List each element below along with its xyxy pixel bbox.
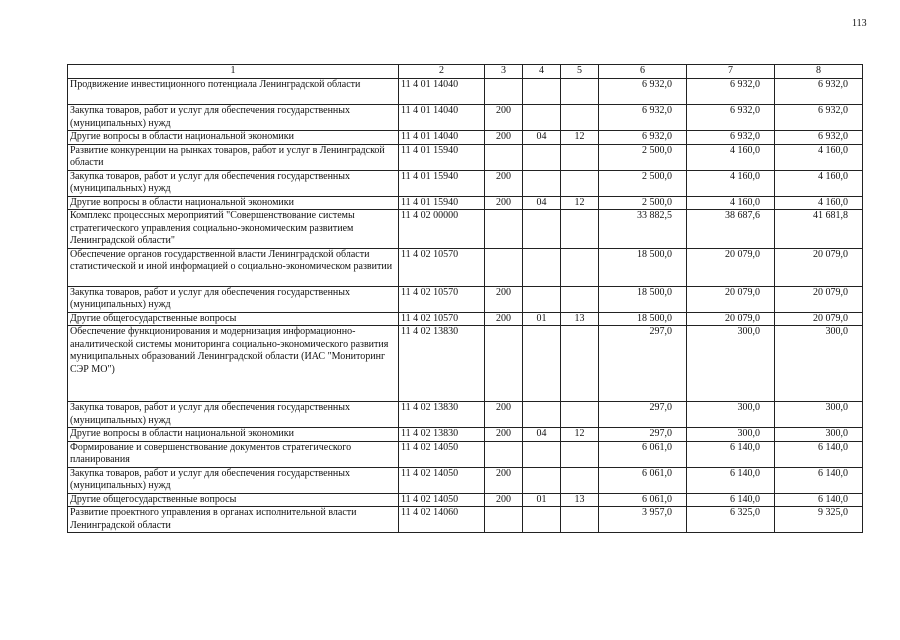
row-code-cell: 11 4 02 10570 (399, 248, 485, 286)
row-code-cell: 11 4 01 14040 (399, 105, 485, 131)
row-expense-type-cell (485, 326, 523, 402)
row-code-cell: 11 4 01 14040 (399, 131, 485, 145)
row-section-cell (523, 210, 561, 249)
row-amount-3-cell: 6 140,0 (775, 493, 863, 507)
row-amount-1-cell: 6 932,0 (599, 131, 687, 145)
row-amount-3-cell: 9 325,0 (775, 507, 863, 533)
table-row (68, 144, 863, 170)
row-amount-1-cell: 6 061,0 (599, 441, 687, 467)
row-code-cell: 11 4 02 13830 (399, 326, 485, 402)
row-subsection-cell: 12 (561, 428, 599, 442)
row-amount-2-cell: 6 932,0 (687, 131, 775, 145)
table-row (68, 428, 863, 442)
table-row (68, 248, 863, 286)
table-row (68, 79, 863, 105)
table-row (68, 441, 863, 467)
row-name-cell: Закупка товаров, работ и услуг для обеспечения государственных (муниципальных) нужд (68, 402, 399, 428)
row-amount-1-cell: 18 500,0 (599, 312, 687, 326)
row-expense-type-cell (485, 144, 523, 170)
row-amount-3-cell: 41 681,8 (775, 210, 863, 249)
row-section-cell: 01 (523, 312, 561, 326)
row-amount-3-cell: 20 079,0 (775, 286, 863, 312)
row-amount-3-cell: 6 932,0 (775, 79, 863, 105)
table-row (68, 467, 863, 493)
row-name-cell: Другие вопросы в области национальной экономики (68, 428, 399, 442)
row-code-cell: 11 4 02 13830 (399, 402, 485, 428)
page-number: 113 (852, 18, 867, 29)
row-section-cell (523, 144, 561, 170)
row-amount-1-cell: 2 500,0 (599, 196, 687, 210)
row-subsection-cell: 13 (561, 312, 599, 326)
table-row (68, 402, 863, 428)
row-subsection-cell (561, 507, 599, 533)
column-header: 2 (399, 65, 485, 79)
row-amount-3-cell: 4 160,0 (775, 170, 863, 196)
row-name-cell: Обеспечение органов государственной власти Ленинградской области статистической и иной информацией о социально-экономическом развитии (68, 248, 399, 286)
row-amount-3-cell: 300,0 (775, 402, 863, 428)
row-expense-type-cell: 200 (485, 170, 523, 196)
row-amount-3-cell: 6 140,0 (775, 467, 863, 493)
row-code-cell: 11 4 02 14050 (399, 493, 485, 507)
row-code-cell: 11 4 02 00000 (399, 210, 485, 249)
table-row (68, 507, 863, 533)
row-section-cell: 01 (523, 493, 561, 507)
row-section-cell (523, 441, 561, 467)
row-code-cell: 11 4 02 10570 (399, 286, 485, 312)
table-row (68, 131, 863, 145)
row-subsection-cell: 13 (561, 493, 599, 507)
row-amount-1-cell: 2 500,0 (599, 144, 687, 170)
row-amount-1-cell: 6 932,0 (599, 105, 687, 131)
row-expense-type-cell (485, 441, 523, 467)
row-expense-type-cell (485, 79, 523, 105)
row-name-cell: Формирование и совершенствование документов стратегического планирования (68, 441, 399, 467)
row-name-cell: Закупка товаров, работ и услуг для обеспечения государственных (муниципальных) нужд (68, 105, 399, 131)
row-name-cell: Закупка товаров, работ и услуг для обеспечения государственных (муниципальных) нужд (68, 286, 399, 312)
row-subsection-cell (561, 79, 599, 105)
column-header: 5 (561, 65, 599, 79)
row-subsection-cell (561, 441, 599, 467)
table-row (68, 326, 863, 402)
column-header: 7 (687, 65, 775, 79)
row-amount-2-cell: 6 932,0 (687, 105, 775, 131)
table-row (68, 170, 863, 196)
row-amount-2-cell: 38 687,6 (687, 210, 775, 249)
row-section-cell (523, 507, 561, 533)
row-section-cell (523, 402, 561, 428)
row-amount-3-cell: 20 079,0 (775, 312, 863, 326)
row-expense-type-cell: 200 (485, 467, 523, 493)
row-code-cell: 11 4 01 15940 (399, 144, 485, 170)
row-subsection-cell: 12 (561, 196, 599, 210)
table-row (68, 286, 863, 312)
row-amount-2-cell: 20 079,0 (687, 248, 775, 286)
row-section-cell: 04 (523, 428, 561, 442)
row-expense-type-cell: 200 (485, 196, 523, 210)
row-amount-2-cell: 4 160,0 (687, 144, 775, 170)
table-row (68, 196, 863, 210)
row-amount-2-cell: 300,0 (687, 428, 775, 442)
row-section-cell: 04 (523, 131, 561, 145)
row-amount-1-cell: 297,0 (599, 428, 687, 442)
row-amount-1-cell: 297,0 (599, 402, 687, 428)
row-name-cell: Закупка товаров, работ и услуг для обеспечения государственных (муниципальных) нужд (68, 467, 399, 493)
row-subsection-cell (561, 286, 599, 312)
row-section-cell: 04 (523, 196, 561, 210)
row-code-cell: 11 4 02 14060 (399, 507, 485, 533)
row-expense-type-cell: 200 (485, 312, 523, 326)
row-section-cell (523, 105, 561, 131)
row-amount-2-cell: 6 140,0 (687, 493, 775, 507)
row-expense-type-cell: 200 (485, 493, 523, 507)
row-code-cell: 11 4 01 14040 (399, 79, 485, 105)
row-amount-2-cell: 6 140,0 (687, 467, 775, 493)
row-amount-2-cell: 4 160,0 (687, 196, 775, 210)
row-expense-type-cell: 200 (485, 428, 523, 442)
row-amount-3-cell: 6 140,0 (775, 441, 863, 467)
row-section-cell (523, 248, 561, 286)
row-code-cell: 11 4 02 13830 (399, 428, 485, 442)
row-name-cell: Обеспечение функционирования и модернизация информационно-аналитической системы мониторинга социально-экономического развития муниципальных образований Ленинградской области (ИАС "Мониторинг СЭР МО") (68, 326, 399, 402)
row-section-cell (523, 170, 561, 196)
row-expense-type-cell (485, 507, 523, 533)
row-subsection-cell (561, 248, 599, 286)
row-amount-3-cell: 4 160,0 (775, 196, 863, 210)
row-amount-1-cell: 33 882,5 (599, 210, 687, 249)
row-code-cell: 11 4 02 14050 (399, 441, 485, 467)
row-amount-3-cell: 300,0 (775, 326, 863, 402)
row-amount-3-cell: 300,0 (775, 428, 863, 442)
row-amount-3-cell: 20 079,0 (775, 248, 863, 286)
row-amount-2-cell: 4 160,0 (687, 170, 775, 196)
row-name-cell: Развитие проектного управления в органах исполнительной власти Ленинградской области (68, 507, 399, 533)
row-amount-2-cell: 300,0 (687, 326, 775, 402)
row-code-cell: 11 4 02 14050 (399, 467, 485, 493)
column-header: 8 (775, 65, 863, 79)
row-subsection-cell (561, 105, 599, 131)
row-section-cell (523, 326, 561, 402)
row-name-cell: Другие общегосударственные вопросы (68, 493, 399, 507)
row-amount-2-cell: 6 140,0 (687, 441, 775, 467)
row-section-cell (523, 79, 561, 105)
row-code-cell: 11 4 01 15940 (399, 196, 485, 210)
row-subsection-cell (561, 467, 599, 493)
row-expense-type-cell (485, 210, 523, 249)
row-expense-type-cell: 200 (485, 286, 523, 312)
row-expense-type-cell: 200 (485, 131, 523, 145)
budget-table (67, 64, 863, 533)
row-subsection-cell: 12 (561, 131, 599, 145)
row-code-cell: 11 4 01 15940 (399, 170, 485, 196)
row-name-cell: Закупка товаров, работ и услуг для обеспечения государственных (муниципальных) нужд (68, 170, 399, 196)
row-name-cell: Другие вопросы в области национальной экономики (68, 131, 399, 145)
row-subsection-cell (561, 210, 599, 249)
row-subsection-cell (561, 170, 599, 196)
column-header: 6 (599, 65, 687, 79)
row-amount-3-cell: 6 932,0 (775, 105, 863, 131)
row-amount-2-cell: 20 079,0 (687, 286, 775, 312)
row-section-cell (523, 467, 561, 493)
row-code-cell: 11 4 02 10570 (399, 312, 485, 326)
row-amount-1-cell: 18 500,0 (599, 248, 687, 286)
row-amount-1-cell: 3 957,0 (599, 507, 687, 533)
row-amount-2-cell: 20 079,0 (687, 312, 775, 326)
row-section-cell (523, 286, 561, 312)
row-subsection-cell (561, 326, 599, 402)
row-amount-3-cell: 4 160,0 (775, 144, 863, 170)
row-name-cell: Комплекс процессных мероприятий "Совершенствование системы стратегического управления социально-экономическим развитием Ленинградской области" (68, 210, 399, 249)
column-header: 3 (485, 65, 523, 79)
row-amount-1-cell: 6 061,0 (599, 493, 687, 507)
row-amount-1-cell: 6 932,0 (599, 79, 687, 105)
row-amount-1-cell: 18 500,0 (599, 286, 687, 312)
table-row (68, 210, 863, 249)
row-expense-type-cell (485, 248, 523, 286)
row-expense-type-cell: 200 (485, 402, 523, 428)
row-amount-1-cell: 2 500,0 (599, 170, 687, 196)
column-header: 1 (68, 65, 399, 79)
table-row (68, 312, 863, 326)
row-amount-1-cell: 297,0 (599, 326, 687, 402)
row-name-cell: Другие общегосударственные вопросы (68, 312, 399, 326)
row-amount-2-cell: 6 932,0 (687, 79, 775, 105)
row-expense-type-cell: 200 (485, 105, 523, 131)
row-amount-1-cell: 6 061,0 (599, 467, 687, 493)
table-header-row (68, 65, 863, 79)
row-name-cell: Продвижение инвестиционного потенциала Ленинградской области (68, 79, 399, 105)
row-amount-2-cell: 300,0 (687, 402, 775, 428)
table-row (68, 493, 863, 507)
row-subsection-cell (561, 144, 599, 170)
row-name-cell: Развитие конкуренции на рынках товаров, работ и услуг в Ленинградской области (68, 144, 399, 170)
row-subsection-cell (561, 402, 599, 428)
row-amount-3-cell: 6 932,0 (775, 131, 863, 145)
row-amount-2-cell: 6 325,0 (687, 507, 775, 533)
column-header: 4 (523, 65, 561, 79)
row-name-cell: Другие вопросы в области национальной экономики (68, 196, 399, 210)
table-row (68, 105, 863, 131)
